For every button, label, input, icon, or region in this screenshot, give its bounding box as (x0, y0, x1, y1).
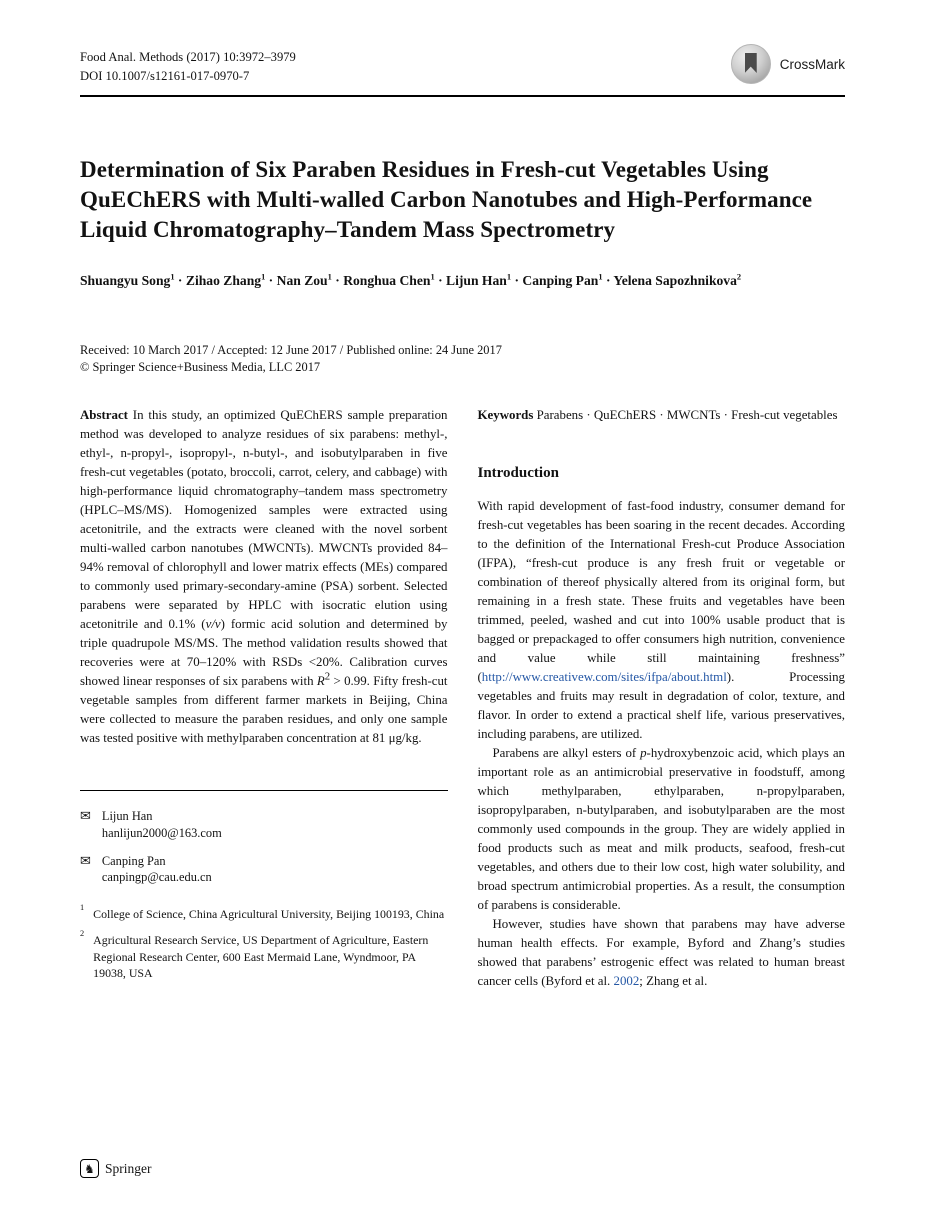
author-name: Shuangyu Song (80, 272, 171, 288)
crossmark-badge[interactable] (731, 44, 845, 84)
abstract-text: In this study, an optimized QuEChERS sample preparation method was developed to analyze residues of six parabens: methyl-, ethyl-, n-propyl-, isopropyl-, n-butyl-, and isobutylparaben in five fresh-cut vegetables (potato, broccoli, carrot, celery, and cabbage) with high-performance liquid chromatography–tandem mass spectrometry (HPLC–MS/MS). Homogenized samples were extracted using acetonitrile, and the extracts were cleaned with the novel sorbent multi-walled carbon nanotubes (MWCNTs). MWCNTs provided 84–94% removal of chlorophyll and lower matrix effects (MEs) compared to commonly used primary-secondary-amine (PSA) sorbent. Selected parabens were separated by HPLC with isocratic elution using acetonitrile and 0.1% (v/v) formic acid solution and determined by triple quadrupole MS/MS. The method validation results showed that recoveries were at 70–120% with RSDs <20%. Calibration curves showed linear responses of six parabens with $R^2 > 0.99$. Fifty fresh-cut vegetable samples from different farmer markets in Beijing, China were collected to measure the paraben residues, and only one sample was tested positive with methylparaben concentration at 81 μg/kg. (80, 407, 448, 745)
author-name: Ronghua Chen (343, 272, 431, 288)
article-title: Determination of Six Paraben Residues in Fresh-cut Vegetables Using QuEChERS with Multi-walled Carbon Nanotubes and High-Performance Liquid Chromatography–Tandem Mass Spectrometry (80, 157, 813, 243)
inline-link[interactable]: http://www.creativew.com/sites/ifpa/about.html (481, 669, 727, 684)
doi-line: DOI 10.1007/s12161-017-0970-7 (80, 68, 250, 83)
crossmark-label: CrossMark (779, 56, 845, 72)
envelope-icon: ✉ (80, 852, 91, 868)
left-column (80, 406, 448, 991)
publisher-name: Springer (105, 1160, 152, 1176)
affiliation-entry: 1 College of Science, China Agricultural University, Beijing 100193, China (80, 903, 445, 922)
correspondence-list (80, 808, 448, 886)
abstract-label: Abstract (80, 407, 128, 422)
received-line: Received: 10 March 2017 / Accepted: 12 June 2017 / Published online: 24 June 2017 (80, 343, 502, 358)
author-name: Zihao Zhang (185, 272, 262, 288)
page-footer (80, 1159, 152, 1178)
author-name: Nan Zou (276, 272, 328, 288)
keywords (478, 406, 846, 425)
paragraph: However, studies have shown that parabens may have adverse human health effects. For example, Byford and Zhang’s studies showed that parabens’ estrogenic effect was related to human breast cancer cells (Byford et al. 2002; Zhang et al. (477, 916, 845, 988)
correspondence-entry (80, 853, 448, 886)
author-name: Canping Pan (522, 272, 599, 288)
affiliation-text: College of Science, China Agricultural University, Beijing 100193, China (93, 907, 445, 922)
introduction-paragraphs (478, 497, 846, 991)
crossmark-icon (731, 44, 771, 84)
correspondent-email: hanlijun2000@163.com (101, 826, 222, 841)
author-list: Shuangyu Song$^1$ · Zihao Zhang$^1$ · Nan Zou$^1$ · Ronghua Chen$^1$ · Lijun Han$^1$ · Canping Pan$^1$ · Yelena Sapozhnikova$^2$ (80, 271, 742, 288)
correspondent-email: canpingp@cau.edu.cn (101, 870, 212, 885)
two-column-body (80, 406, 845, 991)
inline-link[interactable]: 2002 (613, 973, 640, 988)
keywords-label: Keywords (477, 407, 534, 422)
journal-reference: Food Anal. Methods (2017) 10:3972–3979 (80, 50, 296, 64)
affiliation-text: Agricultural Research Service, US Department of Agriculture, Eastern Regional Research Center, 600 East Mermaid Lane, Wyndmoor, PA 19038, USA (93, 932, 429, 981)
author-name: Lijun Han (446, 272, 507, 288)
copyright-line: © Springer Science+Business Media, LLC 2017 (80, 360, 321, 375)
paragraph: Parabens are alkyl esters of p-hydroxybenzoic acid, which plays an important role as an antimicrobial preservative in foodstuff, among which methylparaben, ethylparaben, n-propylparaben, isopropylparaben, n-butylparaben, and isobutylparaben are the most commonly used compounds in the group. They are widely applied in food products such as meat and milk products, seafood, fresh-cut vegetables, and others due to their low cost, high water solubility, and broad spectrum antimicrobial properties. As a result, the consumption of parabens is considerable. (477, 745, 845, 912)
envelope-icon: ✉ (80, 808, 91, 824)
header-divider (80, 95, 845, 98)
springer-logo-icon: ♞ (80, 1159, 99, 1178)
correspondence-divider (80, 790, 448, 792)
abstract (80, 406, 448, 748)
journal-info (80, 48, 296, 86)
affiliation-list (80, 903, 448, 982)
correspondence-block (80, 790, 448, 991)
correspondence-entry (80, 808, 448, 841)
right-column (478, 406, 846, 991)
correspondent-name: Lijun Han (101, 809, 153, 824)
article-meta (80, 342, 845, 375)
section-heading-introduction: Introduction (477, 464, 559, 481)
author-name: Yelena Sapozhnikova (613, 272, 737, 288)
bookmark-icon (745, 53, 757, 73)
keywords-text: Parabens · QuEChERS · MWCNTs · Fresh-cut vegetables (536, 407, 838, 422)
page-header (80, 48, 845, 86)
paragraph: With rapid development of fast-food industry, consumer demand for fresh-cut vegetables has been soaring in the recent decades. According to the definition of the International Fresh-cut Produce Association (IFPA), “fresh-cut produce is any fresh fruit or vegetable or combination of thereof physically altered from its original form, but remaining in a fresh state. These fruits and vegetables have been trimmed, peeled, washed and cut into 100% usable product that is bagged or prepackaged to offer consumers high nutrition, convenience and value while still maintaining freshness” (http://www.creativew.com/sites/ifpa/about.html). Processing vegetables and fruits may result in degradation of color, texture, and flavor. In order to extend a practical shelf life, various preservatives, including parabens, are utilized. (477, 498, 845, 741)
correspondent-name: Canping Pan (101, 853, 166, 868)
affiliation-entry: 2 Agricultural Research Service, US Department of Agriculture, Eastern Regional Research Center, 600 East Mermaid Lane, Wyndmoor, PA 19038, USA (80, 932, 448, 982)
